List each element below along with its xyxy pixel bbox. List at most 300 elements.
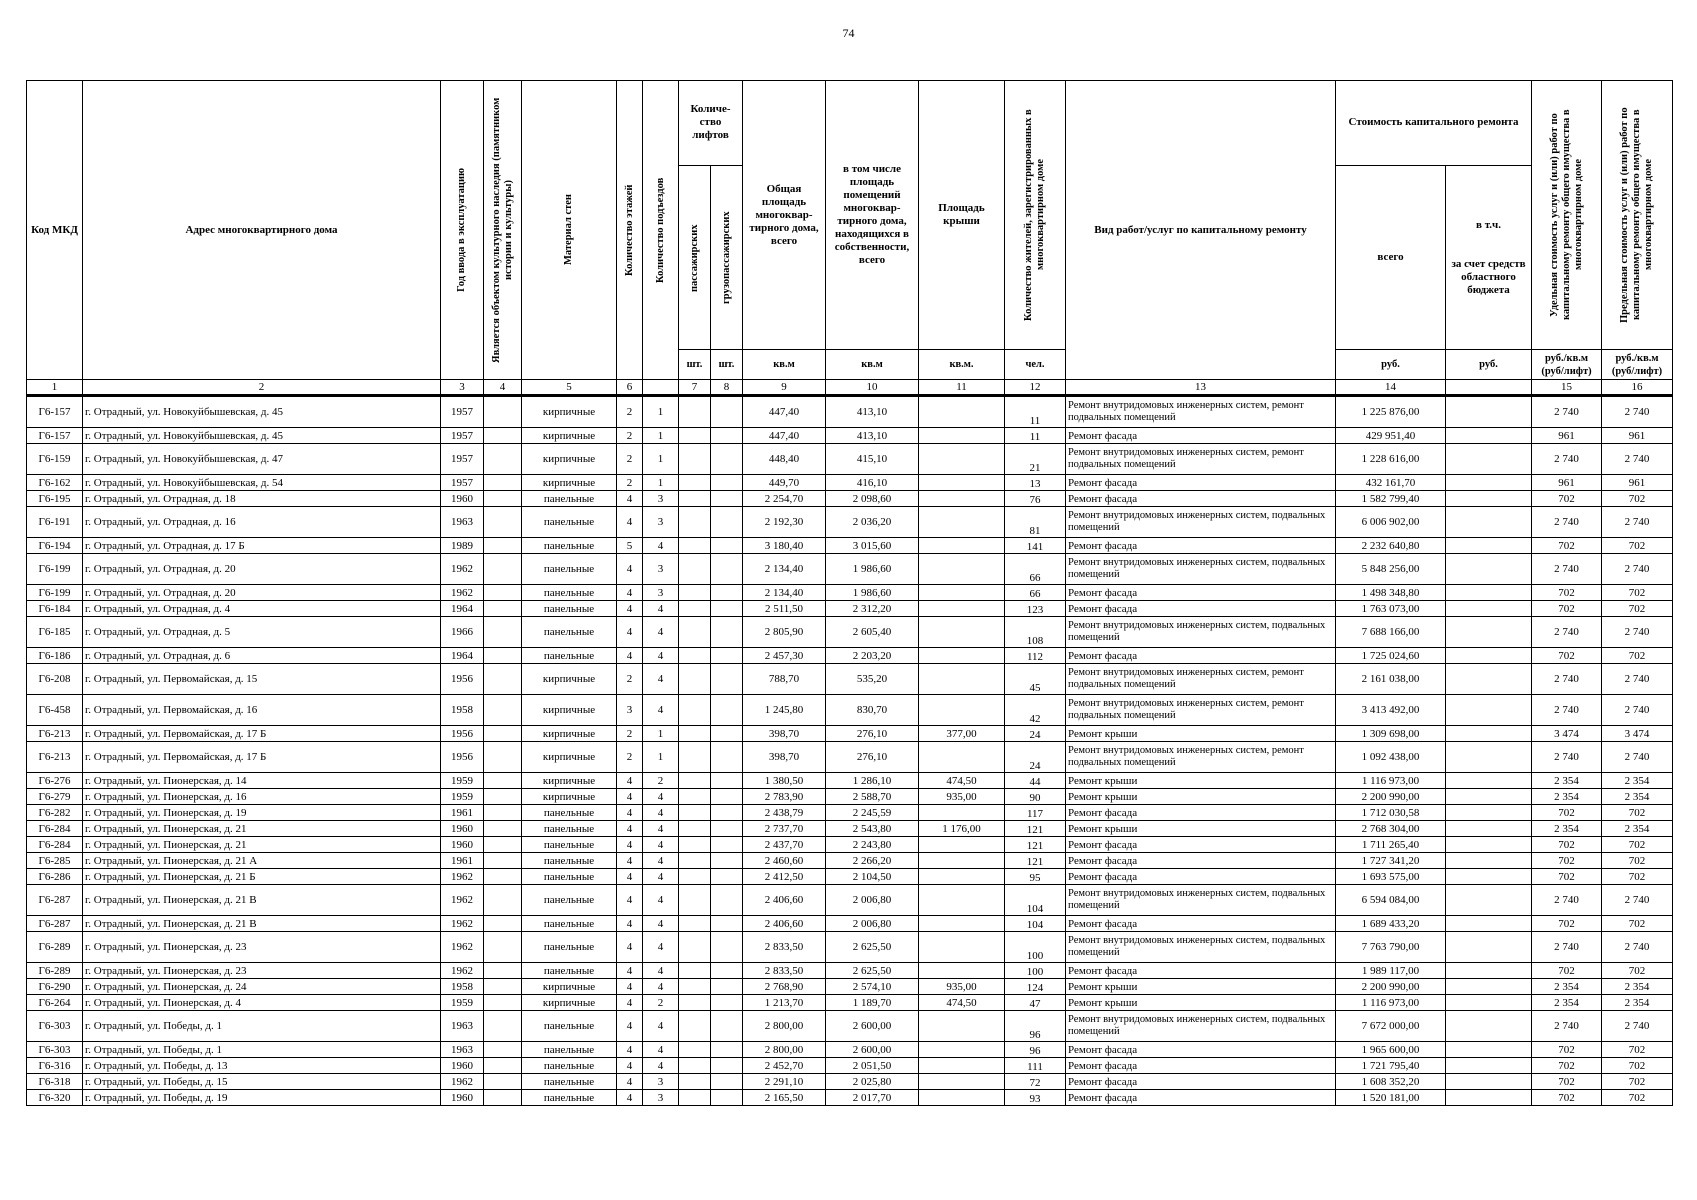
cell-wall: панельные — [522, 869, 617, 885]
cell-en: 4 — [643, 979, 679, 995]
cell-year: 1989 — [441, 538, 484, 554]
cell-en: 4 — [643, 538, 679, 554]
cell-addr: г. Отрадный, ул. Победы, д. 19 — [83, 1090, 441, 1106]
cell-max: 702 — [1602, 963, 1673, 979]
cell-empty — [711, 1011, 743, 1042]
cell-empty — [1446, 932, 1532, 963]
cell-code: Г6-303 — [27, 1042, 83, 1058]
cell-wall: панельные — [522, 805, 617, 821]
cell-area: 788,70 — [743, 664, 826, 695]
cell-empty — [679, 1074, 711, 1090]
cell-fl: 4 — [617, 773, 643, 789]
cell-cost: 7 688 166,00 — [1336, 617, 1446, 648]
cell-work: Ремонт фасада — [1066, 538, 1336, 554]
cell-own: 2 600,00 — [826, 1042, 919, 1058]
cell-empty — [679, 1011, 711, 1042]
cell-work: Ремонт фасада — [1066, 869, 1336, 885]
cell-year: 1959 — [441, 773, 484, 789]
cell-wall: панельные — [522, 853, 617, 869]
table-row — [27, 1090, 1673, 1106]
cell-wall: панельные — [522, 648, 617, 664]
cell-empty — [711, 916, 743, 932]
cell-empty — [1446, 916, 1532, 932]
unit-owned-area: кв.м — [861, 359, 883, 371]
cell-empty — [484, 491, 522, 507]
cell-empty — [484, 648, 522, 664]
cell-area: 2 134,40 — [743, 554, 826, 585]
cell-work: Ремонт фасада — [1066, 585, 1336, 601]
cell-empty — [679, 475, 711, 491]
cell-res: 44 — [1005, 773, 1066, 789]
cell-empty — [484, 805, 522, 821]
cell-empty — [484, 428, 522, 444]
cell-empty — [679, 491, 711, 507]
cell-wall: панельные — [522, 885, 617, 916]
cell-year: 1960 — [441, 837, 484, 853]
cell-roof — [919, 554, 1005, 585]
cell-addr: г. Отрадный, ул. Пионерская, д. 21 В — [83, 885, 441, 916]
cell-max: 961 — [1602, 428, 1673, 444]
cell-year: 1960 — [441, 1058, 484, 1074]
cell-empty — [1446, 742, 1532, 773]
unit-residents: чел. — [1025, 359, 1045, 371]
cell-empty — [711, 773, 743, 789]
cell-work: Ремонт фасада — [1066, 491, 1336, 507]
table-row — [27, 585, 1673, 601]
cell-max: 702 — [1602, 1058, 1673, 1074]
cell-roof — [919, 916, 1005, 932]
cell-cost: 1 498 348,80 — [1336, 585, 1446, 601]
cell-empty — [484, 695, 522, 726]
cell-year: 1963 — [441, 1011, 484, 1042]
cell-work: Ремонт внутридомовых инженерных систем, ремонт подвальных помещений — [1066, 695, 1336, 726]
cell-max: 2 354 — [1602, 979, 1673, 995]
cell-code: Г6-287 — [27, 916, 83, 932]
cell-en: 3 — [643, 585, 679, 601]
cell-unit: 702 — [1532, 869, 1602, 885]
cell-unit: 2 354 — [1532, 773, 1602, 789]
cell-empty — [484, 773, 522, 789]
cell-empty — [679, 428, 711, 444]
cell-area: 2 805,90 — [743, 617, 826, 648]
cell-cost: 1 608 352,20 — [1336, 1074, 1446, 1090]
cell-empty — [1446, 869, 1532, 885]
cell-unit: 702 — [1532, 1058, 1602, 1074]
header-heritage: Является объектом культурного наследия (памятником истории и культуры) — [490, 97, 514, 363]
cell-addr: г. Отрадный, ул. Отрадная, д. 4 — [83, 601, 441, 617]
header-cost-incl: в т.ч. — [1476, 218, 1501, 231]
cell-empty — [711, 853, 743, 869]
table-row — [27, 742, 1673, 773]
cell-unit: 2 740 — [1532, 617, 1602, 648]
cell-code: Г6-276 — [27, 773, 83, 789]
cell-empty — [484, 916, 522, 932]
cell-cost: 1 712 030,58 — [1336, 805, 1446, 821]
cell-max: 2 354 — [1602, 821, 1673, 837]
cell-empty — [484, 1058, 522, 1074]
cell-empty — [711, 554, 743, 585]
cell-own: 2 245,59 — [826, 805, 919, 821]
cell-res: 72 — [1005, 1074, 1066, 1090]
cell-cost: 1 693 575,00 — [1336, 869, 1446, 885]
cell-empty — [711, 821, 743, 837]
cell-work: Ремонт внутридомовых инженерных систем, подвальных помещений — [1066, 1011, 1336, 1042]
cell-en: 1 — [643, 444, 679, 475]
cell-year: 1957 — [441, 428, 484, 444]
cell-empty — [679, 837, 711, 853]
cell-area: 1 245,80 — [743, 695, 826, 726]
cell-year: 1966 — [441, 617, 484, 648]
header-cost-total: всего — [1377, 251, 1404, 264]
cell-empty — [1446, 1090, 1532, 1106]
cell-max: 702 — [1602, 853, 1673, 869]
cell-empty — [679, 1042, 711, 1058]
cell-empty — [679, 963, 711, 979]
cell-fl: 4 — [617, 507, 643, 538]
cell-max: 2 740 — [1602, 695, 1673, 726]
cell-own: 1 286,10 — [826, 773, 919, 789]
cell-unit: 2 740 — [1532, 396, 1602, 428]
unit-cargo: шт. — [718, 359, 735, 371]
cell-work: Ремонт фасада — [1066, 837, 1336, 853]
cell-addr: г. Отрадный, ул. Отрадная, д. 5 — [83, 617, 441, 648]
cell-work: Ремонт фасада — [1066, 601, 1336, 617]
cell-fl: 2 — [617, 742, 643, 773]
cell-wall: панельные — [522, 821, 617, 837]
cell-addr: г. Отрадный, ул. Новокуйбышевская, д. 54 — [83, 475, 441, 491]
column-number: 15 — [1532, 380, 1602, 396]
cell-en: 4 — [643, 963, 679, 979]
column-number: 7 — [679, 380, 711, 396]
cell-res: 111 — [1005, 1058, 1066, 1074]
cell-empty — [711, 742, 743, 773]
cell-own: 535,20 — [826, 664, 919, 695]
cell-work: Ремонт фасада — [1066, 1074, 1336, 1090]
header-year: Год ввода в эксплуатацию — [456, 167, 467, 293]
cell-addr: г. Отрадный, ул. Пионерская, д. 23 — [83, 932, 441, 963]
cell-empty — [679, 869, 711, 885]
cell-year: 1962 — [441, 554, 484, 585]
cell-empty — [711, 885, 743, 916]
table-row — [27, 885, 1673, 916]
cell-cost: 6 594 084,00 — [1336, 885, 1446, 916]
cell-own: 3 015,60 — [826, 538, 919, 554]
cell-own: 2 036,20 — [826, 507, 919, 538]
cell-wall: панельные — [522, 507, 617, 538]
cell-empty — [711, 869, 743, 885]
cell-wall: кирпичные — [522, 444, 617, 475]
cell-empty — [484, 507, 522, 538]
cell-unit: 702 — [1532, 963, 1602, 979]
cell-cost: 7 672 000,00 — [1336, 1011, 1446, 1042]
cell-fl: 4 — [617, 1090, 643, 1106]
cell-empty — [679, 821, 711, 837]
cell-area: 2 457,30 — [743, 648, 826, 664]
cell-unit: 2 354 — [1532, 789, 1602, 805]
cell-max: 2 740 — [1602, 617, 1673, 648]
table-row — [27, 995, 1673, 1011]
cell-cost: 1 228 616,00 — [1336, 444, 1446, 475]
cell-empty — [1446, 491, 1532, 507]
table-row — [27, 554, 1673, 585]
cell-max: 2 740 — [1602, 396, 1673, 428]
cell-empty — [711, 805, 743, 821]
cell-empty — [484, 869, 522, 885]
table-row — [27, 1042, 1673, 1058]
cell-empty — [711, 475, 743, 491]
cell-empty — [1446, 695, 1532, 726]
cell-unit: 702 — [1532, 601, 1602, 617]
table-row — [27, 805, 1673, 821]
table-row — [27, 789, 1673, 805]
cell-res: 104 — [1005, 885, 1066, 916]
cell-area: 2 833,50 — [743, 932, 826, 963]
cell-empty — [484, 885, 522, 916]
cell-unit: 2 740 — [1532, 742, 1602, 773]
cell-roof — [919, 396, 1005, 428]
cell-en: 1 — [643, 726, 679, 742]
cell-empty — [1446, 773, 1532, 789]
cell-empty — [679, 805, 711, 821]
column-number-row — [27, 380, 1673, 396]
cell-addr: г. Отрадный, ул. Пионерская, д. 19 — [83, 805, 441, 821]
cell-empty — [484, 664, 522, 695]
cell-roof — [919, 1074, 1005, 1090]
cell-code: Г6-458 — [27, 695, 83, 726]
cell-work: Ремонт фасада — [1066, 648, 1336, 664]
header-lifts-cargo: грузопассажирских — [720, 211, 732, 304]
column-number: 14 — [1336, 380, 1446, 396]
cell-year: 1957 — [441, 475, 484, 491]
cell-en: 4 — [643, 805, 679, 821]
cell-own: 2 266,20 — [826, 853, 919, 869]
cell-own: 2 588,70 — [826, 789, 919, 805]
cell-roof — [919, 1090, 1005, 1106]
cell-empty — [1446, 585, 1532, 601]
cell-code: Г6-162 — [27, 475, 83, 491]
cell-empty — [1446, 617, 1532, 648]
cell-wall: кирпичные — [522, 995, 617, 1011]
cell-own: 276,10 — [826, 742, 919, 773]
table-row — [27, 507, 1673, 538]
cell-wall: кирпичные — [522, 773, 617, 789]
cell-addr: г. Отрадный, ул. Победы, д. 13 — [83, 1058, 441, 1074]
header-cost-regional: за счет средств областного бюджета — [1451, 257, 1526, 296]
cell-addr: г. Отрадный, ул. Отрадная, д. 6 — [83, 648, 441, 664]
cell-area: 2 800,00 — [743, 1011, 826, 1042]
cell-max: 2 740 — [1602, 1011, 1673, 1042]
cell-fl: 4 — [617, 585, 643, 601]
cell-empty — [679, 617, 711, 648]
cell-res: 11 — [1005, 428, 1066, 444]
cell-roof — [919, 805, 1005, 821]
header-roof-area: Площадь крыши — [938, 202, 985, 228]
cell-en: 4 — [643, 1042, 679, 1058]
table-row — [27, 963, 1673, 979]
cell-own: 830,70 — [826, 695, 919, 726]
cell-cost: 1 582 799,40 — [1336, 491, 1446, 507]
cell-roof: 474,50 — [919, 995, 1005, 1011]
cell-en: 3 — [643, 554, 679, 585]
cell-roof — [919, 1058, 1005, 1074]
cell-unit: 2 740 — [1532, 1011, 1602, 1042]
cell-en: 4 — [643, 821, 679, 837]
column-number: 13 — [1066, 380, 1336, 396]
cell-year: 1962 — [441, 869, 484, 885]
cell-area: 447,40 — [743, 428, 826, 444]
cell-empty — [484, 726, 522, 742]
cell-empty — [679, 601, 711, 617]
cell-roof — [919, 885, 1005, 916]
cell-res: 104 — [1005, 916, 1066, 932]
unit-cost-total: руб. — [1381, 359, 1400, 371]
cell-unit: 2 740 — [1532, 664, 1602, 695]
cell-en: 1 — [643, 428, 679, 444]
cell-code: Г6-191 — [27, 507, 83, 538]
cell-addr: г. Отрадный, ул. Отрадная, д. 20 — [83, 585, 441, 601]
cell-en: 4 — [643, 695, 679, 726]
column-number: 2 — [83, 380, 441, 396]
cell-unit: 2 354 — [1532, 979, 1602, 995]
cell-en: 4 — [643, 789, 679, 805]
cell-roof: 935,00 — [919, 979, 1005, 995]
cell-work: Ремонт внутридомовых инженерных систем, ремонт подвальных помещений — [1066, 396, 1336, 428]
cell-area: 448,40 — [743, 444, 826, 475]
cell-fl: 4 — [617, 1074, 643, 1090]
cell-fl: 4 — [617, 869, 643, 885]
cell-max: 2 740 — [1602, 444, 1673, 475]
cell-max: 961 — [1602, 475, 1673, 491]
cell-addr: г. Отрадный, ул. Новокуйбышевская, д. 45 — [83, 396, 441, 428]
cell-res: 90 — [1005, 789, 1066, 805]
cell-en: 4 — [643, 1011, 679, 1042]
cell-empty — [679, 1058, 711, 1074]
cell-code: Г6-157 — [27, 428, 83, 444]
cell-area: 2 511,50 — [743, 601, 826, 617]
table-row — [27, 601, 1673, 617]
column-number — [1446, 380, 1532, 396]
cell-unit: 2 740 — [1532, 885, 1602, 916]
cell-res: 21 — [1005, 444, 1066, 475]
cell-empty — [484, 932, 522, 963]
cell-empty — [711, 1042, 743, 1058]
cell-max: 702 — [1602, 585, 1673, 601]
cell-unit: 2 740 — [1532, 444, 1602, 475]
cell-en: 4 — [643, 916, 679, 932]
cell-addr: г. Отрадный, ул. Новокуйбышевская, д. 45 — [83, 428, 441, 444]
cell-cost: 429 951,40 — [1336, 428, 1446, 444]
table-row — [27, 869, 1673, 885]
cell-en: 4 — [643, 885, 679, 916]
cell-wall: кирпичные — [522, 789, 617, 805]
cell-empty — [711, 601, 743, 617]
cell-res: 66 — [1005, 554, 1066, 585]
cell-cost: 1 092 438,00 — [1336, 742, 1446, 773]
cell-wall: панельные — [522, 538, 617, 554]
cell-res: 100 — [1005, 932, 1066, 963]
cell-max: 702 — [1602, 916, 1673, 932]
cell-cost: 2 232 640,80 — [1336, 538, 1446, 554]
cell-empty — [484, 617, 522, 648]
cell-roof — [919, 932, 1005, 963]
cell-empty — [711, 396, 743, 428]
cell-work: Ремонт фасада — [1066, 1058, 1336, 1074]
cell-code: Г6-157 — [27, 396, 83, 428]
cell-fl: 4 — [617, 932, 643, 963]
cell-code: Г6-195 — [27, 491, 83, 507]
cell-area: 398,70 — [743, 742, 826, 773]
cell-area: 1 380,50 — [743, 773, 826, 789]
cell-year: 1962 — [441, 963, 484, 979]
cell-year: 1962 — [441, 1074, 484, 1090]
cell-own: 2 203,20 — [826, 648, 919, 664]
cell-area: 1 213,70 — [743, 995, 826, 1011]
cell-code: Г6-159 — [27, 444, 83, 475]
cell-unit: 2 740 — [1532, 554, 1602, 585]
cell-empty — [711, 664, 743, 695]
cell-year: 1962 — [441, 932, 484, 963]
cell-addr: г. Отрадный, ул. Пионерская, д. 21 — [83, 837, 441, 853]
cell-own: 413,10 — [826, 428, 919, 444]
cell-empty — [711, 695, 743, 726]
cell-max: 2 740 — [1602, 507, 1673, 538]
header-address: Адрес многоквартирного дома — [185, 223, 338, 236]
cell-roof — [919, 695, 1005, 726]
table-row — [27, 916, 1673, 932]
cell-wall: кирпичные — [522, 475, 617, 491]
cell-unit: 2 740 — [1532, 507, 1602, 538]
cell-area: 2 165,50 — [743, 1090, 826, 1106]
table-row — [27, 695, 1673, 726]
cell-empty — [679, 538, 711, 554]
unit-max-cost: руб./кв.м (руб/лифт) — [1611, 352, 1663, 377]
cell-empty — [711, 491, 743, 507]
header-code: Код МКД — [31, 223, 78, 236]
column-number: 10 — [826, 380, 919, 396]
header-entrances: Количество подъездов — [654, 177, 666, 283]
cell-addr: г. Отрадный, ул. Победы, д. 1 — [83, 1042, 441, 1058]
cell-max: 2 740 — [1602, 554, 1673, 585]
cell-max: 702 — [1602, 538, 1673, 554]
unit-pass: шт. — [686, 359, 703, 371]
cell-code: Г6-289 — [27, 963, 83, 979]
cell-unit: 702 — [1532, 916, 1602, 932]
cell-work: Ремонт внутридомовых инженерных систем, ремонт подвальных помещений — [1066, 444, 1336, 475]
cell-unit: 961 — [1532, 428, 1602, 444]
cell-max: 702 — [1602, 648, 1673, 664]
cell-empty — [484, 963, 522, 979]
cell-cost: 1 520 181,00 — [1336, 1090, 1446, 1106]
cell-cost: 2 200 990,00 — [1336, 789, 1446, 805]
cell-addr: г. Отрадный, ул. Первомайская, д. 17 Б — [83, 742, 441, 773]
cell-empty — [679, 726, 711, 742]
cell-own: 2 006,80 — [826, 885, 919, 916]
cell-max: 2 740 — [1602, 885, 1673, 916]
cell-empty — [711, 963, 743, 979]
cell-empty — [1446, 885, 1532, 916]
cell-max: 702 — [1602, 1074, 1673, 1090]
cell-year: 1957 — [441, 444, 484, 475]
cell-wall: панельные — [522, 585, 617, 601]
cell-empty — [679, 773, 711, 789]
table-row — [27, 664, 1673, 695]
cell-year: 1962 — [441, 585, 484, 601]
cell-cost: 1 309 698,00 — [1336, 726, 1446, 742]
cell-wall: панельные — [522, 554, 617, 585]
cell-en: 4 — [643, 648, 679, 664]
cell-cost: 1 763 073,00 — [1336, 601, 1446, 617]
cell-code: Г6-318 — [27, 1074, 83, 1090]
